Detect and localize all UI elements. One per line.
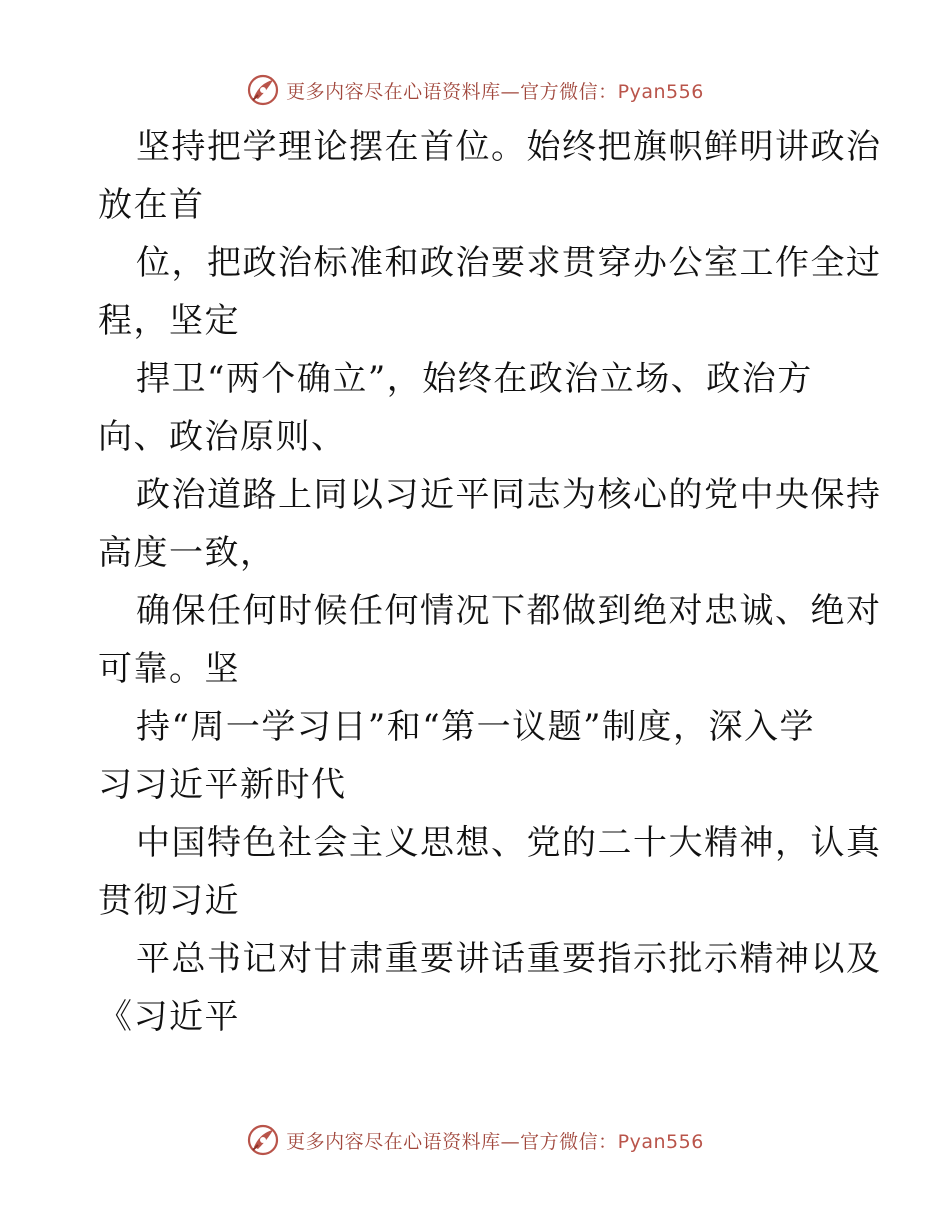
text-line: 确保任何时候任何情况下都做到绝对忠诚、绝对 (136, 591, 882, 631)
header-banner (0, 70, 950, 110)
text-line: 高度一致， (98, 533, 276, 573)
body-text (98, 118, 882, 1046)
header-banner-handle: Pyan556 (617, 80, 704, 103)
pen-nib-circle-icon (246, 1123, 280, 1157)
text-line: 习习近平新时代 (98, 765, 347, 805)
text-line: 捍卫“两个确立”，始终在政治立场、政治方 (136, 359, 813, 399)
header-banner-label: 更多内容尽在心语资料库—官方微信： (286, 80, 618, 103)
text-line: 平总书记对甘肃重要讲话重要指示批示精神以及 (136, 939, 882, 979)
header-banner-text (286, 77, 704, 104)
text-line: 放在首 (98, 185, 205, 225)
footer-banner-handle: Pyan556 (617, 1130, 704, 1153)
footer-banner-text (286, 1127, 704, 1154)
text-line: 《习近平 (98, 997, 240, 1037)
text-line: 程，坚定 (98, 301, 240, 341)
text-line: 政治道路上同以习近平同志为核心的党中央保持 (136, 475, 882, 515)
text-line: 位，把政治标准和政治要求贯穿办公室工作全过 (136, 243, 882, 283)
footer-banner-label: 更多内容尽在心语资料库—官方微信： (286, 1130, 618, 1153)
text-line: 持“周一学习日”和“第一议题”制度，深入学 (136, 707, 816, 747)
text-line: 中国特色社会主义思想、党的二十大精神，认真 (136, 823, 882, 863)
text-line: 向、政治原则、 (98, 417, 347, 457)
text-line: 可靠。坚 (98, 649, 240, 689)
text-line: 坚持把学理论摆在首位。始终把旗帜鲜明讲政治 (136, 127, 882, 167)
text-line: 贯彻习近 (98, 881, 240, 921)
footer-banner (0, 1120, 950, 1160)
pen-nib-circle-icon (246, 73, 280, 107)
